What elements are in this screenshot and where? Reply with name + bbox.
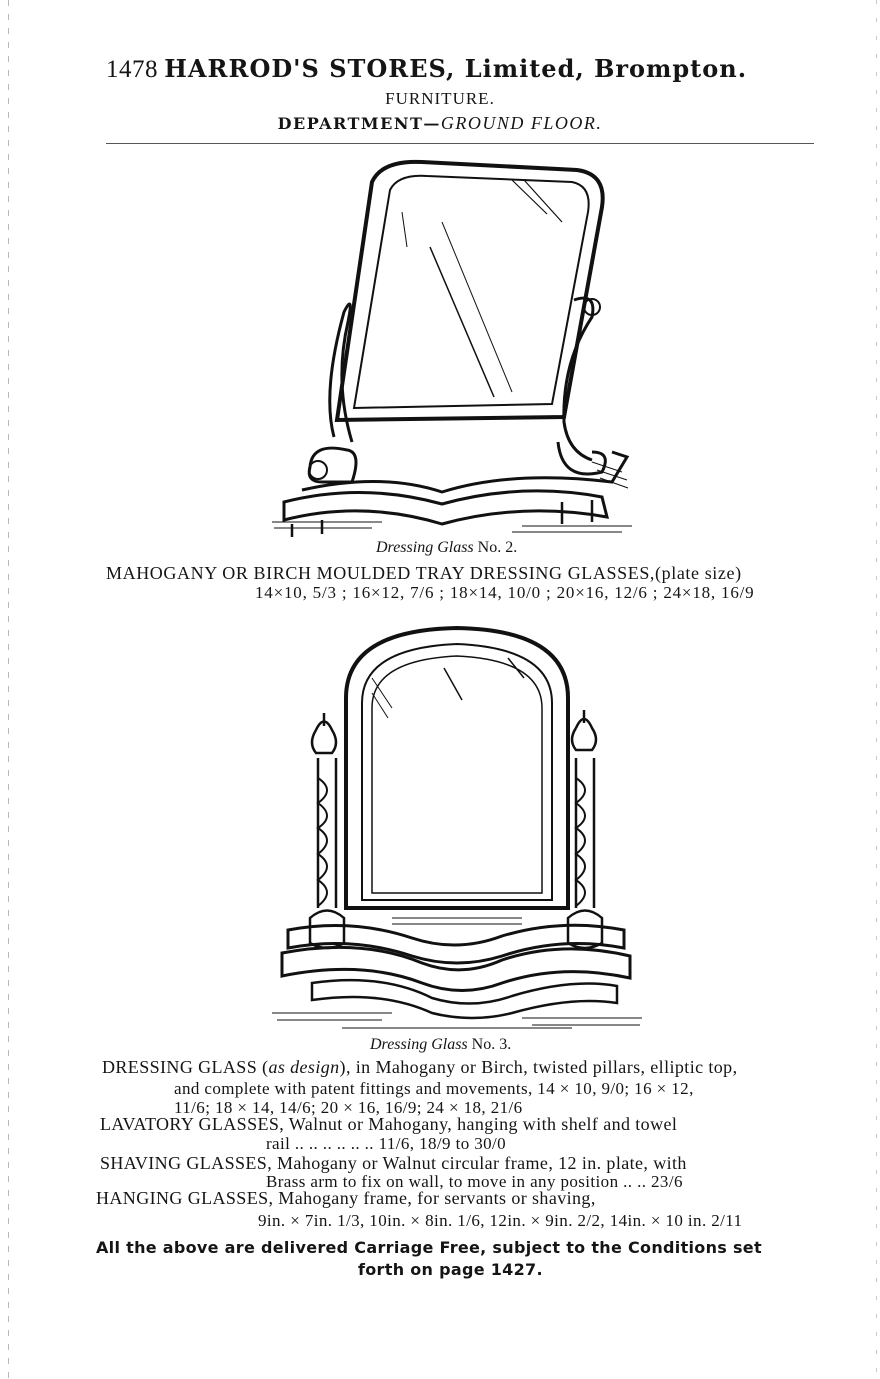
footer-line2: forth on page 1427.: [358, 1260, 543, 1279]
item2-prices: 14×10, 5/3 ; 16×12, 7/6 ; 18×14, 10/0 ; 20×16, 12/6 ; 24×18, 16/9: [255, 583, 755, 602]
caption-italic: Dressing Glass: [370, 1036, 468, 1053]
dressing-text-italic: as design: [268, 1057, 340, 1077]
shaving-glasses-line2: Brass arm to fix on wall, to move in any position .. .. 23/6: [266, 1172, 683, 1191]
dressing-text-a: DRESSING GLASS (: [102, 1057, 269, 1077]
page-edge-left: [8, 0, 9, 1379]
item2-title: MAHOGANY OR BIRCH MOULDED TRAY DRESSING GLASSES,(plate size): [106, 563, 742, 583]
department-name: FURNITURE.: [385, 89, 495, 108]
dressing-glass-line2: and complete with patent fittings and movements, 14 × 10, 9/0; 16 × 12,: [174, 1079, 694, 1098]
lavatory-glasses-line2: rail .. .. .. .. .. .. 11/6, 18/9 to 30/0: [266, 1134, 507, 1153]
header-rule: [106, 143, 814, 144]
floor-label: GROUND FLOOR.: [440, 113, 603, 133]
caption-dressing-glass-no2: [376, 539, 517, 557]
dressing-glass-line1: [102, 1057, 737, 1078]
caption-dressing-glass-no3: [370, 1036, 511, 1054]
dressing-text-b: ), in Mahogany or Birch, twisted pillars, elliptic top,: [339, 1057, 738, 1077]
hanging-glasses-line1: HANGING GLASSES, Mahogany frame, for servants or shaving,: [96, 1188, 596, 1208]
page-header: [106, 54, 747, 84]
shaving-glasses-line1: SHAVING GLASSES, Mahogany or Walnut circular frame, 12 in. plate, with: [100, 1153, 687, 1173]
dressing-glass-no3-illustration: [272, 618, 644, 1036]
store-name: HARROD'S STORES, Limited, Brompton.: [164, 54, 748, 83]
dressing-glass-no2-illustration: [262, 152, 642, 542]
caption-number: No. 3.: [471, 1036, 512, 1053]
page-edge-right: [876, 0, 877, 1379]
lavatory-glasses-line1: LAVATORY GLASSES, Walnut or Mahogany, hanging with shelf and towel: [100, 1114, 678, 1134]
page-number: 1478: [106, 56, 158, 83]
caption-italic: Dressing Glass: [376, 539, 474, 556]
hanging-glasses-line2: 9in. × 7in. 1/3, 10in. × 8in. 1/6, 12in. × 9in. 2/2, 14in. × 10 in. 2/11: [258, 1211, 743, 1230]
caption-number: No. 2.: [477, 539, 518, 556]
department-line: [0, 113, 880, 134]
dressing-glass-line3: 11/6; 18 × 14, 14/6; 20 × 16, 16/9; 24 × 18, 21/6: [174, 1098, 523, 1117]
department-label: DEPARTMENT—: [277, 114, 441, 133]
footer-line1: All the above are delivered Carriage Free, subject to the Conditions set: [96, 1238, 762, 1257]
